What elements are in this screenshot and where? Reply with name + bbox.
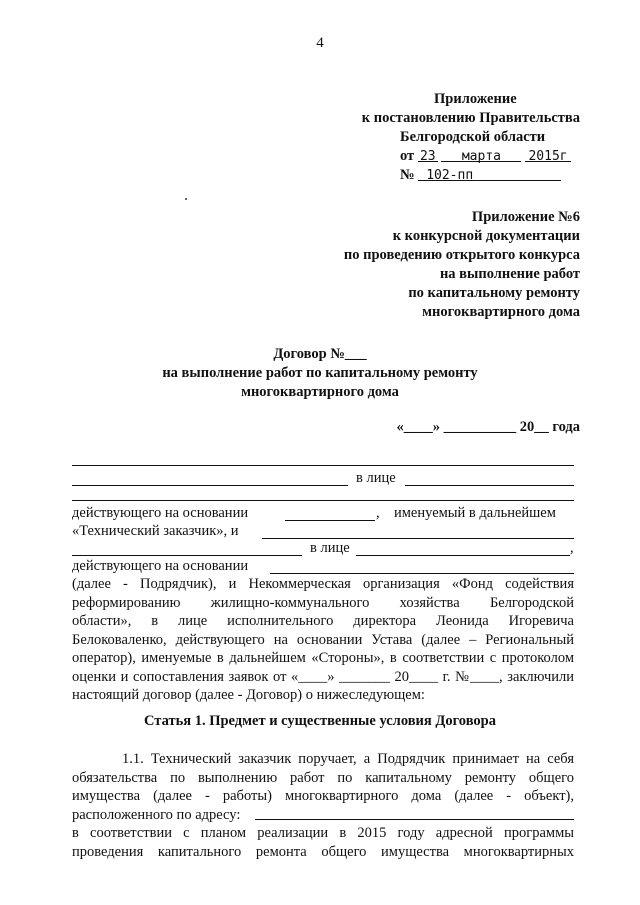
acting-basis-label-2: действующего на основании (72, 558, 249, 574)
paragraph-line: обязательства по выполнению работ по капитальному ремонту общего (72, 769, 574, 786)
appendix-block (340, 90, 580, 185)
appendix-6-line: к конкурсной документации (392, 228, 580, 244)
in-person-label-2: в лице (310, 540, 350, 556)
appendix-6-block (300, 208, 580, 322)
blank-line (72, 500, 574, 501)
named-hereinafter-label: именуемый в дальнейшем (394, 505, 556, 521)
paragraph-line: (далее - Подрядчик), и Некоммерческая организация «Фонд содействия (72, 576, 574, 592)
contract-number: Договор №___ (273, 346, 367, 362)
appendix-6-line: на выполнение работ (439, 266, 580, 282)
blank-line (270, 573, 574, 574)
address-blank-line (255, 819, 574, 820)
tech-customer-label: «Технический заказчик», и (72, 523, 239, 539)
paragraph-line: реформированию жилищно-коммунального хозяйства Белгородской (72, 594, 574, 611)
page-number: 4 (316, 35, 324, 51)
paragraph-line: в соответствии с планом реализации в 2015 году адресной программы (72, 825, 574, 841)
blank-line (262, 538, 574, 539)
paragraph-line: настоящий договор (далее - Договор) о нижеследующем: (72, 687, 425, 703)
paragraph-line: оператор), именуемые в дальнейшем «Стороны», в соответствии с протоколом (72, 650, 574, 666)
appendix-date (340, 147, 580, 166)
comma: , (570, 540, 574, 556)
acting-basis-label: действующего на основании (72, 505, 249, 521)
paragraph-line: оценки и сопоставления заявок от «____» _______ 20____ г. №____, заключили (72, 668, 574, 685)
blank-line (405, 485, 574, 486)
blank-line (72, 555, 302, 556)
date-year: 2015г (525, 147, 571, 162)
paragraph-line: расположенного по адресу: (72, 806, 241, 823)
appendix-number (340, 166, 580, 185)
appendix-title: Приложение (434, 91, 517, 107)
contract-object: многоквартирного дома (241, 384, 399, 400)
appendix-6-title: Приложение №6 (471, 209, 580, 225)
appendix-resolution: к постановлению Правительства (361, 110, 580, 126)
article-1-title: Статья 1. Предмет и существенные условия Договора (144, 713, 496, 729)
appendix-6-line: по капитальному ремонту (408, 285, 580, 301)
appendix-region: Белгородской области (400, 129, 546, 145)
comma: , (376, 505, 380, 521)
number-value: 102-пп (418, 166, 561, 181)
date-month: марта (441, 147, 521, 162)
date-prefix: от (400, 148, 415, 164)
parties-paragraph (72, 575, 574, 705)
appendix-6-line: многоквартирного дома (422, 304, 580, 320)
paragraph-line: области», в лице исполнительного директора Леонида Игоревича (72, 613, 574, 629)
scan-speck (185, 198, 187, 200)
appendix-6-line: по проведению открытого конкурса (343, 247, 580, 263)
paragraph-line: Белоковаленко, действующего на основании Устава (далее – Региональный (72, 631, 574, 648)
blank-line (356, 555, 570, 556)
in-person-label: в лице (356, 470, 396, 486)
blank-line (72, 485, 348, 486)
paragraph-line: проведения капитального ремонта общего имущества многоквартирных (72, 843, 574, 860)
blank-line (72, 465, 574, 466)
paragraph-line: имущества (далее - работы) многоквартирного дома (далее - объект), (72, 788, 574, 804)
contract-title (0, 345, 640, 402)
blank-line (285, 520, 375, 521)
date-day: 23 (418, 147, 438, 162)
number-prefix: № (400, 167, 415, 183)
article-1-body (72, 750, 574, 861)
contract-date-line: «____» __________ 20__ года (396, 419, 580, 435)
paragraph-line: 1.1. Технический заказчик поручает, а Подрядчик принимает на себя (122, 751, 574, 767)
contract-subject: на выполнение работ по капитальному ремонту (162, 365, 478, 381)
